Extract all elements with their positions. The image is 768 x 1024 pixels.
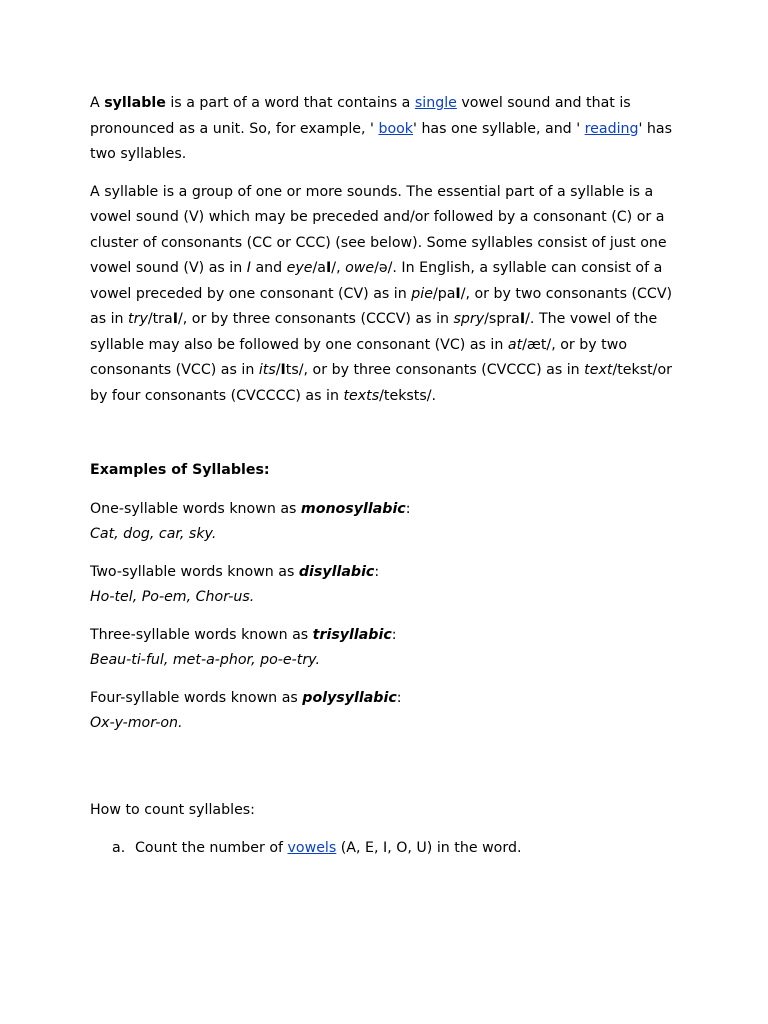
syllable-structure-paragraph <box>90 180 690 410</box>
example-disyllabic <box>90 560 690 611</box>
phonetic-text: /pa <box>432 285 456 302</box>
intro-text: vowel sound and that is pronounced as a unit. So, for example, ' <box>90 95 631 137</box>
phonetic-text: / <box>275 362 281 378</box>
phonetic-symbol: I <box>172 311 178 327</box>
example-polysyllabic <box>90 686 690 737</box>
example-words: Ho-tel, Po-em, Chor-us. <box>90 589 255 605</box>
example-term: polysyllabic <box>302 689 397 706</box>
example-word: its <box>258 362 276 378</box>
example-lead: Three-syllable words known as <box>90 626 313 643</box>
example-lead: Two-syllable words known as <box>90 563 299 580</box>
list-marker: a. <box>112 840 126 856</box>
example-word: try <box>128 311 148 327</box>
phonetic-text: /tra <box>147 311 173 327</box>
example-colon: : <box>391 626 397 643</box>
single-link[interactable]: single <box>414 95 457 111</box>
intro-text: is a part of a word that contains a <box>165 95 415 111</box>
example-label <box>90 560 690 586</box>
example-word: pie <box>411 285 433 302</box>
example-colon: : <box>405 500 411 517</box>
examples-heading <box>90 458 690 484</box>
phonetic-symbol: I <box>519 311 526 327</box>
example-term: trisyllabic <box>312 626 392 643</box>
example-words: Ox-y-mor-on. <box>90 715 183 731</box>
example-word: spry <box>453 311 485 327</box>
paragraph-text: /, or by three consonants (CCCV) as in <box>178 311 454 327</box>
intro-paragraph <box>90 91 690 168</box>
example-lead: One-syllable words known as <box>90 500 301 517</box>
paragraph-text: and <box>250 260 287 276</box>
example-word: owe <box>345 260 375 276</box>
example-word: at <box>507 336 523 353</box>
vowels-link[interactable]: vowels <box>287 840 337 856</box>
example-monosyllabic <box>90 497 690 548</box>
example-word: I <box>246 260 251 276</box>
phonetic-symbol: I <box>280 362 286 378</box>
example-colon: : <box>374 563 380 580</box>
phonetic-symbol: I <box>326 260 332 276</box>
intro-text: ' has one syllable, and ' <box>413 120 585 137</box>
syllable-term: syllable <box>104 95 166 111</box>
spacer <box>90 409 690 458</box>
paragraph-text: A syllable is a group of one or more sounds. The essential part of a syllable is a vowel sound (V) which may be preceded and/or followed by a consonant (C) or a cluster of consonants (CC or CCC) (see below). Some syllables consist of just one vowel sound (V) as in <box>90 183 667 276</box>
spacer <box>90 749 690 798</box>
count-heading: How to count syllables: <box>90 801 255 818</box>
step-text: Count the number of <box>135 840 288 856</box>
example-label <box>90 686 690 712</box>
paragraph-text: /. The vowel of the syllable may also be followed by one consonant (VC) as in <box>90 311 658 353</box>
paragraph-text: /ə/. In English, a syllable can consist of a vowel preceded by one consonant (CV) as in <box>90 260 663 302</box>
paragraph-text: /, or by two consonants (CCV) as in <box>90 285 673 327</box>
paragraph-text: /tekst/or by four consonants (CVCCCC) as in <box>90 362 672 404</box>
paragraph-text: /æt/, or by two consonants (VCC) as in <box>90 336 627 378</box>
phonetic-symbol: I <box>455 285 461 302</box>
example-term: disyllabic <box>298 563 375 580</box>
examples-heading-text: Examples of Syllables: <box>90 462 270 478</box>
paragraph-text: /teksts/. <box>379 387 437 404</box>
example-term: monosyllabic <box>300 500 406 517</box>
step-text: (A, E, I, O, U) in the word. <box>336 840 522 856</box>
intro-text: ' has two syllables. <box>90 120 673 162</box>
example-lead: Four-syllable words known as <box>90 689 303 706</box>
example-words: Cat, dog, car, sky. <box>90 526 217 542</box>
example-word: text <box>584 362 613 378</box>
example-colon: : <box>396 689 402 706</box>
reading-link[interactable]: reading <box>584 120 639 137</box>
book-link[interactable]: book <box>378 120 414 137</box>
document-page <box>90 91 690 862</box>
paragraph-text: ts/, or by three consonants (CVCCC) as in <box>285 362 585 378</box>
count-step <box>90 836 690 862</box>
example-word: texts <box>343 387 380 404</box>
example-trisyllabic <box>90 623 690 674</box>
phonetic-text: /a <box>312 260 327 276</box>
example-word: eye <box>286 260 313 276</box>
example-label <box>90 497 690 523</box>
paragraph-text: /, <box>331 260 346 276</box>
example-label <box>90 623 690 649</box>
example-words: Beau-ti-ful, met-a-phor, po-e-try. <box>90 652 320 668</box>
phonetic-text: /spra <box>484 311 520 327</box>
intro-text: A <box>90 95 105 111</box>
